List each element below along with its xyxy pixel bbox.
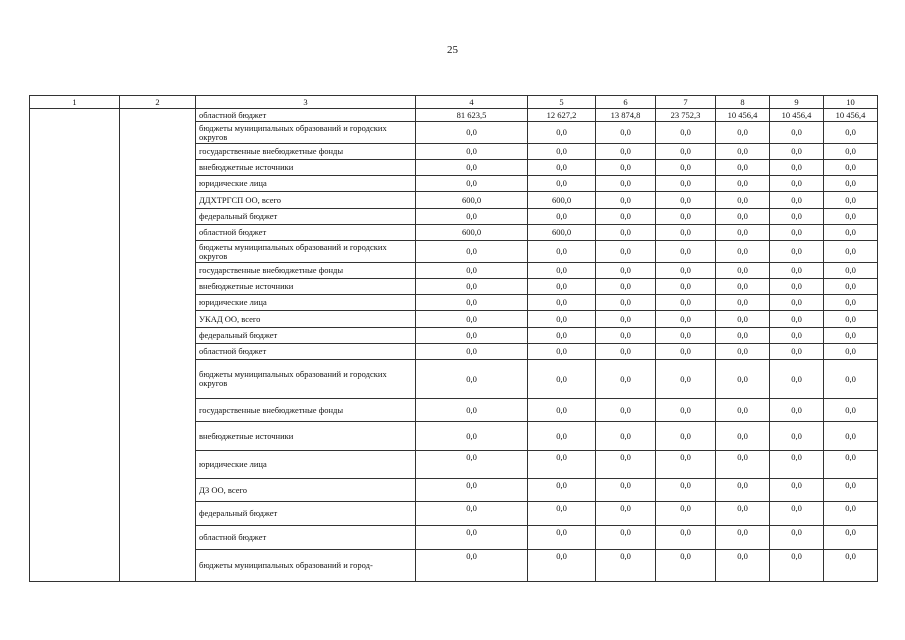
value-cell: 0,0 — [416, 550, 528, 582]
value-cell: 0,0 — [656, 209, 716, 225]
value-cell: 0,0 — [528, 122, 596, 144]
value-cell: 0,0 — [596, 479, 656, 502]
row-label: юридические лица — [196, 295, 416, 311]
value-cell: 0,0 — [716, 344, 770, 360]
value-cell: 0,0 — [596, 526, 656, 550]
value-cell: 0,0 — [716, 209, 770, 225]
value-cell: 0,0 — [656, 526, 716, 550]
value-cell: 0,0 — [528, 399, 596, 422]
value-cell: 0,0 — [716, 526, 770, 550]
value-cell: 0,0 — [656, 160, 716, 176]
value-cell: 0,0 — [528, 160, 596, 176]
value-cell: 0,0 — [416, 502, 528, 526]
value-cell: 0,0 — [770, 451, 824, 479]
value-cell: 0,0 — [716, 295, 770, 311]
value-cell: 10 456,4 — [716, 109, 770, 122]
value-cell: 0,0 — [528, 526, 596, 550]
value-cell: 0,0 — [824, 502, 878, 526]
value-cell: 13 874,8 — [596, 109, 656, 122]
value-cell: 0,0 — [656, 122, 716, 144]
value-cell: 0,0 — [716, 225, 770, 241]
col2-merged-cell — [120, 109, 196, 582]
value-cell: 600,0 — [416, 192, 528, 209]
value-cell: 0,0 — [770, 502, 824, 526]
value-cell: 0,0 — [416, 344, 528, 360]
row-label: бюджеты муниципальных образований и городских округов — [196, 122, 416, 144]
row-label: государственные внебюджетные фонды — [196, 263, 416, 279]
value-cell: 600,0 — [528, 192, 596, 209]
value-cell: 0,0 — [770, 176, 824, 192]
value-cell: 0,0 — [770, 122, 824, 144]
value-cell: 0,0 — [416, 328, 528, 344]
value-cell: 0,0 — [656, 479, 716, 502]
value-cell: 0,0 — [824, 144, 878, 160]
value-cell: 0,0 — [528, 451, 596, 479]
value-cell: 0,0 — [770, 422, 824, 451]
row-label: бюджеты муниципальных образований и городских округов — [196, 241, 416, 263]
row-label: областной бюджет — [196, 526, 416, 550]
row-label: бюджеты муниципальных образований и город- — [196, 550, 416, 582]
row-label: государственные внебюджетные фонды — [196, 399, 416, 422]
value-cell: 0,0 — [824, 160, 878, 176]
col-header: 9 — [770, 96, 824, 109]
value-cell: 0,0 — [528, 550, 596, 582]
value-cell: 0,0 — [716, 328, 770, 344]
col-header: 7 — [656, 96, 716, 109]
value-cell: 0,0 — [416, 160, 528, 176]
row-label: федеральный бюджет — [196, 209, 416, 225]
value-cell: 0,0 — [824, 399, 878, 422]
value-cell: 0,0 — [656, 422, 716, 451]
value-cell: 0,0 — [416, 263, 528, 279]
value-cell: 0,0 — [770, 209, 824, 225]
value-cell: 0,0 — [416, 422, 528, 451]
col-header: 3 — [196, 96, 416, 109]
row-label: внебюджетные источники — [196, 279, 416, 295]
value-cell: 0,0 — [596, 176, 656, 192]
value-cell: 0,0 — [656, 263, 716, 279]
value-cell: 0,0 — [528, 263, 596, 279]
value-cell: 0,0 — [656, 550, 716, 582]
row-label: государственные внебюджетные фонды — [196, 144, 416, 160]
value-cell: 0,0 — [528, 479, 596, 502]
value-cell: 0,0 — [656, 192, 716, 209]
value-cell: 0,0 — [824, 176, 878, 192]
value-cell: 0,0 — [770, 526, 824, 550]
value-cell: 0,0 — [596, 360, 656, 399]
value-cell: 0,0 — [716, 311, 770, 328]
value-cell: 10 456,4 — [770, 109, 824, 122]
row-label: внебюджетные источники — [196, 160, 416, 176]
table-row — [30, 109, 878, 122]
value-cell: 0,0 — [716, 176, 770, 192]
row-label: внебюджетные источники — [196, 422, 416, 451]
value-cell: 0,0 — [716, 502, 770, 526]
value-cell: 0,0 — [528, 422, 596, 451]
value-cell: 0,0 — [824, 479, 878, 502]
value-cell: 0,0 — [770, 344, 824, 360]
value-cell: 0,0 — [528, 502, 596, 526]
value-cell: 0,0 — [656, 399, 716, 422]
value-cell: 0,0 — [656, 295, 716, 311]
value-cell: 0,0 — [596, 144, 656, 160]
value-cell: 0,0 — [596, 263, 656, 279]
value-cell: 0,0 — [528, 344, 596, 360]
value-cell: 0,0 — [596, 502, 656, 526]
value-cell: 0,0 — [716, 550, 770, 582]
value-cell: 0,0 — [824, 263, 878, 279]
value-cell: 23 752,3 — [656, 109, 716, 122]
col1-merged-cell — [30, 109, 120, 582]
value-cell: 0,0 — [528, 209, 596, 225]
value-cell: 0,0 — [596, 451, 656, 479]
value-cell: 0,0 — [824, 241, 878, 263]
value-cell: 0,0 — [416, 144, 528, 160]
value-cell: 0,0 — [416, 295, 528, 311]
value-cell: 0,0 — [416, 209, 528, 225]
row-label: областной бюджет — [196, 344, 416, 360]
value-cell: 0,0 — [824, 122, 878, 144]
value-cell: 0,0 — [528, 279, 596, 295]
page-number: 25 — [447, 44, 458, 56]
value-cell: 0,0 — [596, 422, 656, 451]
value-cell: 0,0 — [824, 422, 878, 451]
value-cell: 600,0 — [528, 225, 596, 241]
value-cell: 0,0 — [824, 328, 878, 344]
value-cell: 0,0 — [656, 344, 716, 360]
value-cell: 0,0 — [528, 328, 596, 344]
value-cell: 0,0 — [716, 399, 770, 422]
value-cell: 0,0 — [770, 225, 824, 241]
value-cell: 0,0 — [596, 225, 656, 241]
value-cell: 0,0 — [716, 144, 770, 160]
value-cell: 0,0 — [528, 311, 596, 328]
value-cell: 0,0 — [596, 279, 656, 295]
value-cell: 0,0 — [656, 328, 716, 344]
value-cell: 0,0 — [596, 295, 656, 311]
value-cell: 0,0 — [596, 192, 656, 209]
value-cell: 600,0 — [416, 225, 528, 241]
value-cell: 0,0 — [770, 263, 824, 279]
col-header: 6 — [596, 96, 656, 109]
value-cell: 0,0 — [716, 160, 770, 176]
row-label: областной бюджет — [196, 109, 416, 122]
col-header: 2 — [120, 96, 196, 109]
value-cell: 0,0 — [824, 526, 878, 550]
value-cell: 0,0 — [416, 360, 528, 399]
value-cell: 0,0 — [716, 279, 770, 295]
value-cell: 0,0 — [416, 526, 528, 550]
value-cell: 0,0 — [656, 241, 716, 263]
col-header: 5 — [528, 96, 596, 109]
value-cell: 0,0 — [770, 192, 824, 209]
value-cell: 0,0 — [596, 550, 656, 582]
row-label: юридические лица — [196, 176, 416, 192]
value-cell: 0,0 — [716, 451, 770, 479]
value-cell: 0,0 — [528, 144, 596, 160]
value-cell: 0,0 — [770, 279, 824, 295]
value-cell: 0,0 — [528, 360, 596, 399]
value-cell: 0,0 — [716, 360, 770, 399]
value-cell: 81 623,5 — [416, 109, 528, 122]
value-cell: 0,0 — [596, 328, 656, 344]
value-cell: 0,0 — [416, 176, 528, 192]
value-cell: 0,0 — [824, 192, 878, 209]
row-label: УКАД ОО, всего — [196, 311, 416, 328]
value-cell: 12 627,2 — [528, 109, 596, 122]
value-cell: 0,0 — [416, 479, 528, 502]
value-cell: 0,0 — [656, 451, 716, 479]
value-cell: 0,0 — [716, 192, 770, 209]
value-cell: 0,0 — [770, 328, 824, 344]
value-cell: 0,0 — [528, 176, 596, 192]
row-label: областной бюджет — [196, 225, 416, 241]
row-label: бюджеты муниципальных образований и городских округов — [196, 360, 416, 399]
value-cell: 0,0 — [770, 311, 824, 328]
row-label: юридические лица — [196, 451, 416, 479]
value-cell: 0,0 — [656, 225, 716, 241]
value-cell: 0,0 — [716, 241, 770, 263]
value-cell: 0,0 — [770, 360, 824, 399]
value-cell: 0,0 — [416, 399, 528, 422]
col-header: 8 — [716, 96, 770, 109]
value-cell: 0,0 — [716, 479, 770, 502]
value-cell: 0,0 — [656, 144, 716, 160]
col-header: 1 — [30, 96, 120, 109]
col-header: 4 — [416, 96, 528, 109]
value-cell: 0,0 — [656, 279, 716, 295]
value-cell: 0,0 — [596, 311, 656, 328]
value-cell: 0,0 — [656, 360, 716, 399]
row-label: федеральный бюджет — [196, 502, 416, 526]
header-row — [30, 96, 878, 109]
value-cell: 0,0 — [770, 241, 824, 263]
value-cell: 0,0 — [416, 451, 528, 479]
row-label: ДДХТРГСП ОО, всего — [196, 192, 416, 209]
value-cell: 0,0 — [824, 451, 878, 479]
value-cell: 0,0 — [656, 502, 716, 526]
col-header: 10 — [824, 96, 878, 109]
value-cell: 0,0 — [824, 295, 878, 311]
value-cell: 0,0 — [824, 311, 878, 328]
value-cell: 0,0 — [596, 241, 656, 263]
value-cell: 0,0 — [416, 311, 528, 328]
value-cell: 0,0 — [770, 550, 824, 582]
value-cell: 0,0 — [824, 225, 878, 241]
value-cell: 0,0 — [770, 160, 824, 176]
value-cell: 0,0 — [528, 241, 596, 263]
value-cell: 0,0 — [824, 279, 878, 295]
value-cell: 0,0 — [770, 479, 824, 502]
value-cell: 0,0 — [656, 311, 716, 328]
value-cell: 0,0 — [596, 209, 656, 225]
value-cell: 0,0 — [824, 360, 878, 399]
value-cell: 0,0 — [824, 209, 878, 225]
value-cell: 0,0 — [824, 344, 878, 360]
value-cell: 0,0 — [416, 279, 528, 295]
value-cell: 0,0 — [656, 176, 716, 192]
value-cell: 0,0 — [596, 122, 656, 144]
value-cell: 0,0 — [716, 422, 770, 451]
value-cell: 0,0 — [416, 122, 528, 144]
value-cell: 0,0 — [596, 160, 656, 176]
value-cell: 0,0 — [824, 550, 878, 582]
budget-table — [29, 95, 878, 582]
value-cell: 0,0 — [716, 263, 770, 279]
row-label: ДЗ ОО, всего — [196, 479, 416, 502]
value-cell: 0,0 — [596, 344, 656, 360]
value-cell: 0,0 — [528, 295, 596, 311]
value-cell: 0,0 — [416, 241, 528, 263]
value-cell: 0,0 — [770, 399, 824, 422]
value-cell: 0,0 — [716, 122, 770, 144]
row-label: федеральный бюджет — [196, 328, 416, 344]
value-cell: 0,0 — [770, 144, 824, 160]
value-cell: 0,0 — [770, 295, 824, 311]
value-cell: 10 456,4 — [824, 109, 878, 122]
value-cell: 0,0 — [596, 399, 656, 422]
